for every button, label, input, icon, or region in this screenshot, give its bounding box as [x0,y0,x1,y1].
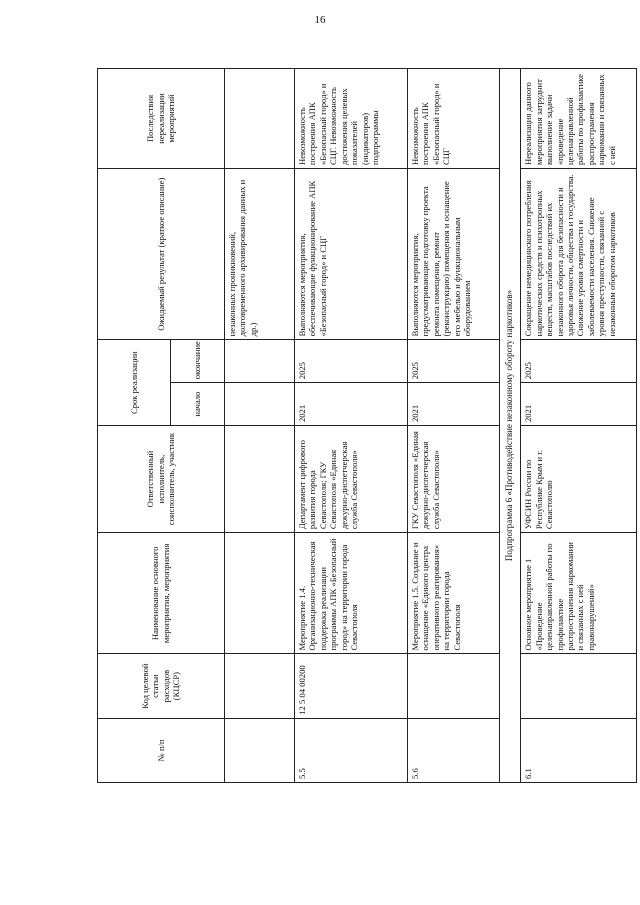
header-result: Ожидаемый результат (краткое описание) [98,169,225,340]
row-num: 6.1 [521,718,637,782]
row-start: 2021 [294,383,407,426]
row-num: 5.5 [294,718,407,782]
header-name: Наименование основного мероприятия, мероприятия [98,533,225,654]
row-responsible: Департамент цифрового развития города Севастополя; ГКУ Севастополя «Единая дежурно-диспетчерская служба Севастополя» [294,426,407,533]
header-start: начало [170,383,224,426]
page-number: 16 [314,14,326,26]
row-responsible: УФСИН России по Республике Крым и г. Севастополю [521,426,637,533]
row-result: Выполняются мероприятия, предусматривающие подготовку проекта ремонта помещения, ремонт (реконструкцию) помещения и оснащение его мебелью и функциональным оборудованием [407,169,499,340]
continuation-result: незаконных проникновений, долговременного архивирования данных и др.) [224,169,294,340]
header-consequence: Последствия нереализации мероприятий [98,69,225,169]
row-start: 2021 [407,383,499,426]
header-num: № п/п [98,718,225,782]
row-responsible: ГКУ Севастополя «Единая дежурно-диспетчерская служба Севастополя» [407,426,499,533]
row-consequence: Невозможность построения АПК «Безопасный город» и СЦГ [407,69,499,169]
row-end: 2025 [407,340,499,383]
row-code [521,654,637,718]
header-period: Срок реализации [98,340,171,426]
cont-code [224,654,294,718]
row-name: Мероприятие 1.5. Создание и оснащение «Единого центра оперативного реагирования» на территории города Севастополя [407,533,499,654]
row-code: 12 5 04 00200 [294,654,407,718]
header-responsible: Ответственный исполнитель, соисполнитель, участник [98,426,225,533]
table-row [294,69,407,783]
cont-num [224,718,294,782]
table-row [521,69,637,783]
cont-start [224,383,294,426]
row-name: Основное мероприятие 1 «Проведение целенаправленной работы по профилактике распространения наркомании и связанных с ней правонарушений» [521,533,637,654]
header-end: окончание [170,340,224,383]
cont-resp [224,426,294,533]
row-num: 5.6 [407,718,499,782]
rotated-table-container [97,68,637,783]
row-name: Мероприятие 1.4. Организационно-техническая поддержка реализации программы АПК «Безопасный город» на территории города Севастополя [294,533,407,654]
row-result: Выполняются мероприятия, обеспечивающие функционирование АПК «Безопасный город» и СЦГ [294,169,407,340]
row-end: 2025 [521,340,637,383]
row-result: Сокращение немедицинского потребления наркотических средств и психотропных веществ, масштабов последствий их незаконного оборота для безопасности и здоровья личности, общества и государства. Снижение уровня смертности и заболеваемости населения. Снижение уровня преступности, связанной с незаконным оборотом наркотиков [521,169,637,340]
cont-consequence [224,69,294,169]
row-consequence: Невозможность построения АПК «Безопасный город» и СЦГ. Невозможность достижения целевых показателей (индикаторов) подпрограммы [294,69,407,169]
subprogram-title: Подпрограмма 6 «Противодействие незаконному обороту наркотиков» [499,69,521,783]
header-code: Код целевой статьи расходов (КЦСР) [98,654,225,718]
cont-end [224,340,294,383]
row-consequence: Нереализация данного мероприятия затруднит выполнение задачи «проведение целенаправленной работы по профилактике распространения наркомании и связанных с ней [521,69,637,169]
row-code [407,654,499,718]
table-row [407,69,499,783]
cont-name [224,533,294,654]
row-start: 2021 [521,383,637,426]
row-end: 2025 [294,340,407,383]
measures-table [97,68,637,783]
